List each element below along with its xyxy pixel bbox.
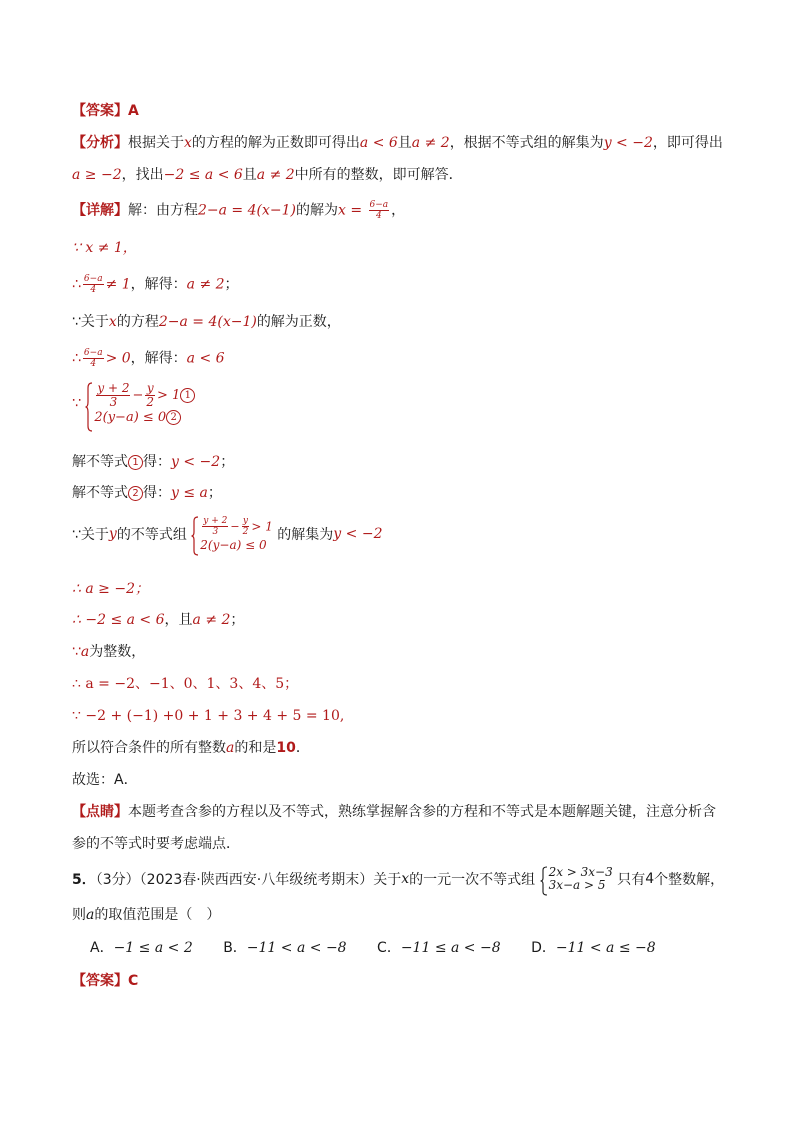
answer-value: C bbox=[128, 973, 139, 989]
question-score: （3分） bbox=[95, 872, 140, 888]
math: y < −2 bbox=[603, 135, 653, 151]
analysis-line-2 bbox=[72, 165, 463, 185]
text: ； bbox=[220, 454, 235, 470]
math: x bbox=[401, 871, 410, 887]
system-row-2 bbox=[94, 410, 195, 425]
detail-line-2: ∵ x ≠ 1， bbox=[72, 240, 137, 256]
left-brace-icon bbox=[540, 866, 548, 896]
text: 的解为 bbox=[295, 202, 338, 219]
text: 且 bbox=[242, 167, 257, 183]
detail-line-13: ∴ a = −2、−1、0、1、3、4、5； bbox=[72, 676, 299, 692]
text: 且 bbox=[397, 135, 412, 151]
option-b[interactable] bbox=[223, 938, 346, 958]
option-math: −11 ≤ a < −8 bbox=[400, 940, 501, 956]
text: 的方程 bbox=[116, 314, 159, 330]
text: ； bbox=[224, 276, 239, 293]
math: a < 6 bbox=[186, 350, 225, 367]
question-source: （2023春·陕西西安·八年级统考期末） bbox=[139, 872, 374, 888]
denominator: 4 bbox=[375, 211, 382, 221]
analysis-line-1 bbox=[72, 133, 723, 153]
question-line-1 bbox=[72, 866, 724, 892]
comment-line-1 bbox=[72, 802, 716, 822]
therefore: ∴ bbox=[72, 276, 81, 293]
text: 得： bbox=[143, 454, 171, 470]
denominator: 2 bbox=[242, 527, 249, 537]
numerator: y bbox=[146, 381, 154, 395]
text: 的不等式组 bbox=[116, 527, 187, 543]
fraction bbox=[369, 200, 390, 221]
math: y ≤ a bbox=[171, 485, 208, 501]
text: 的和是 bbox=[234, 740, 277, 756]
therefore: ∴ bbox=[72, 350, 81, 367]
detail-line-7 bbox=[72, 452, 234, 472]
circled-one: 1 bbox=[128, 455, 143, 470]
text: ∵关于 bbox=[72, 527, 109, 543]
text: ，即可得出 bbox=[652, 135, 723, 151]
text: 的取值范围是（ ） bbox=[94, 907, 221, 923]
math: ≠ 1 bbox=[105, 276, 131, 293]
analysis-tag: 【分析】 bbox=[72, 135, 128, 151]
detail-line-14: ∵ −2 + (−1) +0 + 1 + 3 + 4 + 5 = 10, bbox=[72, 708, 345, 724]
detail-line-4 bbox=[72, 312, 341, 332]
numerator: 6−a bbox=[83, 274, 103, 284]
left-brace-icon bbox=[191, 516, 199, 556]
text: 为整数， bbox=[89, 644, 146, 660]
option-c[interactable] bbox=[377, 938, 501, 958]
option-label: A． bbox=[90, 940, 114, 956]
circled-one: 1 bbox=[180, 388, 195, 403]
text: 的方程的解为正数即可得出 bbox=[191, 135, 360, 151]
because: ∵ bbox=[72, 644, 81, 660]
option-math: −11 < a < −8 bbox=[246, 940, 347, 956]
math: a bbox=[80, 644, 90, 660]
text: ，找出 bbox=[121, 167, 164, 183]
option-label: C． bbox=[377, 940, 401, 956]
denominator: 4 bbox=[90, 359, 97, 369]
text: 解不等式 bbox=[72, 454, 128, 470]
detail-line-12 bbox=[72, 642, 145, 662]
math: a < 6 bbox=[359, 135, 398, 151]
detail-tag: 【详解】 bbox=[72, 202, 128, 219]
math: 2(y−a) ≤ 0 bbox=[94, 410, 167, 425]
math: ∴ −2 ≤ a < 6 bbox=[72, 612, 165, 628]
text: 中所有的整数，即可解答． bbox=[294, 167, 463, 183]
system bbox=[540, 866, 613, 892]
text: ，解得： bbox=[130, 350, 187, 367]
text: 所以符合条件的所有整数 bbox=[72, 740, 226, 756]
numerator: y bbox=[242, 516, 248, 526]
text: ； bbox=[230, 612, 245, 628]
fraction bbox=[83, 348, 104, 369]
system-row-1 bbox=[200, 516, 273, 538]
detail-line-10: ∴ a ≥ −2； bbox=[72, 581, 149, 597]
detail-line-11 bbox=[72, 610, 244, 630]
math: x = bbox=[337, 202, 367, 219]
math: x bbox=[108, 314, 117, 330]
system-row-2: 3x−a > 5 bbox=[548, 878, 606, 892]
answer-tag: 【答案】 bbox=[72, 103, 128, 119]
math: y < −2 bbox=[333, 526, 383, 542]
math: 2−a = 4(x−1) bbox=[158, 314, 257, 330]
math: a bbox=[86, 907, 95, 923]
text: 本题考查含参的方程以及不等式，熟练掌握解含参的方程和不等式是本题解题关键，注意分析含 bbox=[128, 804, 716, 820]
text: ∵关于 bbox=[72, 314, 109, 330]
detail-line-15 bbox=[72, 738, 310, 758]
math: a ≠ 2 bbox=[256, 167, 295, 183]
math: −2 ≤ a < 6 bbox=[163, 167, 243, 183]
denominator: 3 bbox=[212, 527, 219, 537]
text: ，根据不等式组的解集为 bbox=[449, 135, 604, 151]
math: > 1 bbox=[251, 519, 273, 534]
option-label: B． bbox=[223, 940, 247, 956]
system bbox=[85, 382, 195, 425]
text: 根据关于 bbox=[128, 135, 184, 151]
system bbox=[191, 516, 273, 552]
operator: − bbox=[132, 388, 144, 403]
text: ； bbox=[207, 485, 222, 501]
text: 得： bbox=[143, 485, 171, 501]
option-label: D． bbox=[531, 940, 556, 956]
comment-line-2: 参的不等式时要考虑端点． bbox=[72, 836, 240, 852]
system-row-1: 2x > 3x−3 bbox=[548, 865, 613, 879]
text: ，解得： bbox=[130, 276, 187, 293]
detail-line-3 bbox=[72, 274, 239, 295]
math: 4 bbox=[645, 871, 655, 887]
denominator: 4 bbox=[90, 285, 97, 295]
because: ∵ bbox=[72, 395, 81, 412]
math: y < −2 bbox=[171, 454, 221, 470]
text: ，且 bbox=[164, 612, 193, 628]
numerator: 6−a bbox=[83, 348, 103, 358]
answer-line-2 bbox=[72, 971, 138, 991]
text: ． bbox=[295, 740, 310, 756]
text: ， bbox=[391, 202, 406, 219]
option-a[interactable] bbox=[90, 938, 193, 958]
fraction bbox=[83, 274, 104, 295]
text: 关于 bbox=[373, 872, 402, 888]
option-math: −1 ≤ a < 2 bbox=[113, 940, 193, 956]
option-math: −11 < a ≤ −8 bbox=[555, 940, 656, 956]
math: a ≠ 2 bbox=[192, 612, 231, 628]
math: 10 bbox=[276, 740, 296, 756]
text: 的解为正数， bbox=[256, 314, 341, 330]
text: 只有 bbox=[617, 872, 646, 888]
detail-line-5 bbox=[72, 348, 225, 369]
circled-two: 2 bbox=[166, 410, 181, 425]
question-number: 5． bbox=[72, 872, 96, 888]
detail-line-1 bbox=[72, 200, 405, 221]
math: a ≥ −2 bbox=[72, 167, 122, 183]
question-line-2 bbox=[72, 905, 220, 925]
math: x bbox=[184, 135, 192, 151]
text: 解：由方程 bbox=[128, 202, 198, 219]
math: y bbox=[108, 526, 117, 542]
math: > 0 bbox=[105, 350, 131, 367]
circled-two: 2 bbox=[128, 486, 143, 501]
option-d[interactable] bbox=[531, 938, 656, 958]
system-row-1 bbox=[94, 382, 195, 410]
math: a ≠ 2 bbox=[411, 135, 450, 151]
text: 个整数解， bbox=[654, 872, 725, 888]
answer-tag: 【答案】 bbox=[72, 973, 128, 989]
operator: − bbox=[230, 520, 240, 533]
comment-tag: 【点睛】 bbox=[72, 804, 128, 820]
detail-line-9 bbox=[72, 516, 382, 552]
math: a bbox=[226, 740, 235, 756]
answer-line bbox=[72, 101, 139, 121]
options-row bbox=[90, 938, 682, 958]
detail-line-8 bbox=[72, 483, 222, 503]
text: 的一元一次不等式组 bbox=[409, 872, 536, 888]
system-row-2: 2(y−a) ≤ 0 bbox=[200, 538, 267, 552]
math: 2−a = 4(x−1) bbox=[198, 202, 296, 219]
text: 的解集为 bbox=[277, 527, 334, 543]
math: a ≠ 2 bbox=[186, 276, 225, 293]
answer-value: A bbox=[128, 103, 139, 119]
left-brace-icon bbox=[85, 382, 93, 432]
numerator: 6−a bbox=[369, 200, 389, 210]
text: 则 bbox=[72, 907, 86, 923]
text: 解不等式 bbox=[72, 485, 128, 501]
detail-line-16: 故选：A． bbox=[72, 772, 138, 788]
denominator: 3 bbox=[109, 395, 118, 409]
numerator: y + 2 bbox=[203, 516, 228, 526]
math: > 1 bbox=[157, 388, 181, 403]
inequality-system-1 bbox=[72, 382, 195, 425]
numerator: y + 2 bbox=[97, 381, 130, 395]
denominator: 2 bbox=[146, 395, 155, 409]
